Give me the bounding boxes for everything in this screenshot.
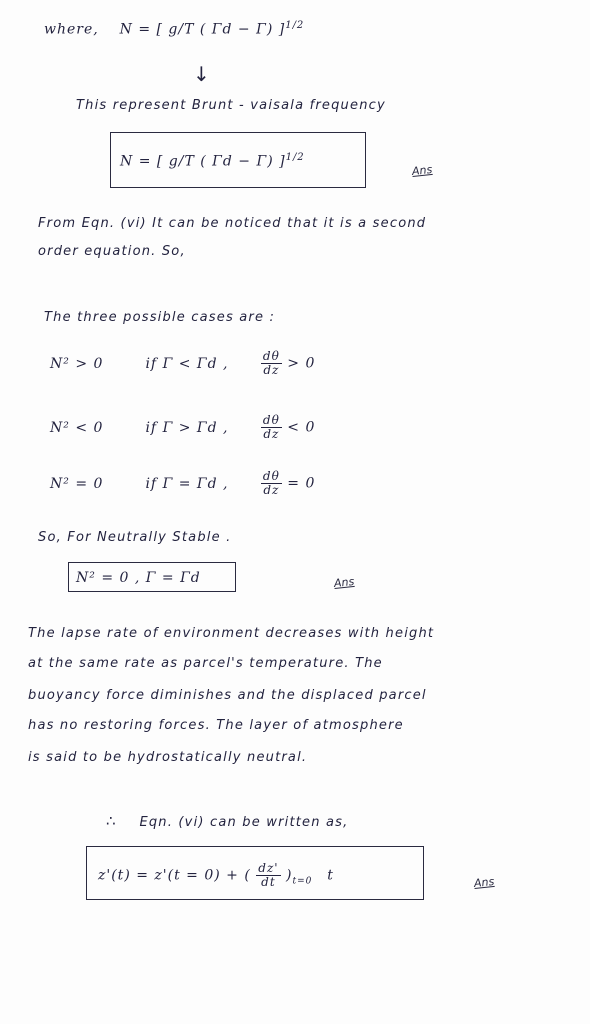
paragraph-line: at the same rate as parcel's temperature. The <box>28 656 383 671</box>
case-row <box>50 414 315 441</box>
case-derivative <box>261 350 282 377</box>
case-derivative-num: dθ <box>262 413 280 427</box>
case-relation: > 0 <box>287 355 316 372</box>
intro-power: 1/2 <box>285 20 305 31</box>
final-derivative-num: dz' <box>258 861 279 875</box>
case-derivative-num: dθ <box>262 349 280 363</box>
case-derivative-den: dz <box>263 483 280 497</box>
cases-title: The three possible cases are : <box>44 310 276 325</box>
intro-line <box>44 20 304 38</box>
final-derivative-den: dt <box>261 875 276 889</box>
therefore-text: Eqn. (vi) can be written as, <box>139 815 349 830</box>
case-condition: if Γ = Γd , <box>145 475 229 492</box>
intro-equation: N = [ g/T ( Γd − Γ) ] <box>119 21 286 38</box>
answer-mark-1: Ans <box>411 162 433 179</box>
final-equation <box>98 862 334 889</box>
from-eqn-line-2: order equation. So, <box>38 244 186 259</box>
final-derivative <box>256 862 280 889</box>
case-relation: = 0 <box>287 475 316 492</box>
paragraph-line: has no restoring forces. The layer of atmosphere <box>28 718 404 733</box>
therefore-symbol: ∴ <box>106 812 117 830</box>
final-close: ) <box>286 867 293 884</box>
brunt-statement: This represent Brunt - vaisala frequency <box>76 98 386 113</box>
case-lhs: N² < 0 <box>50 419 104 436</box>
down-arrow-icon: ↓ <box>193 62 210 86</box>
case-derivative-den: dz <box>263 427 280 441</box>
boxed-equation-power: 1/2 <box>285 152 305 163</box>
paragraph-line: is said to be hydrostatically neutral. <box>28 750 308 765</box>
final-subscript: t=0 <box>292 876 313 887</box>
boxed-equation-N: N = [ g/T ( Γd − Γ) ] <box>120 153 286 170</box>
case-relation: < 0 <box>287 419 316 436</box>
case-derivative <box>261 414 282 441</box>
boxed-equation-text <box>120 152 305 170</box>
final-tail: t <box>327 867 334 884</box>
case-row <box>50 350 315 377</box>
case-condition: if Γ > Γd , <box>145 419 229 436</box>
neutral-statement: So, For Neutrally Stable . <box>38 530 232 545</box>
answer-mark-2: Ans <box>333 574 355 591</box>
case-derivative <box>261 470 282 497</box>
case-row <box>50 470 315 497</box>
case-lhs: N² > 0 <box>50 355 104 372</box>
boxed-neutral-text: N² = 0 , Γ = Γd <box>76 570 201 586</box>
from-eqn-line-1: From Eqn. (vi) It can be noticed that it is a second <box>38 216 427 231</box>
case-derivative-num: dθ <box>262 469 280 483</box>
case-condition: if Γ < Γd , <box>145 355 229 372</box>
case-derivative-den: dz <box>263 363 280 377</box>
therefore-line <box>106 812 348 830</box>
case-lhs: N² = 0 <box>50 475 104 492</box>
paragraph-line: The lapse rate of environment decreases with height <box>28 626 435 641</box>
answer-mark-3: Ans <box>473 874 495 891</box>
final-lhs: z'(t) = z'(t = 0) + ( <box>98 867 251 884</box>
where-label: where, <box>44 21 99 38</box>
paragraph-line: buoyancy force diminishes and the displaced parcel <box>28 688 427 703</box>
